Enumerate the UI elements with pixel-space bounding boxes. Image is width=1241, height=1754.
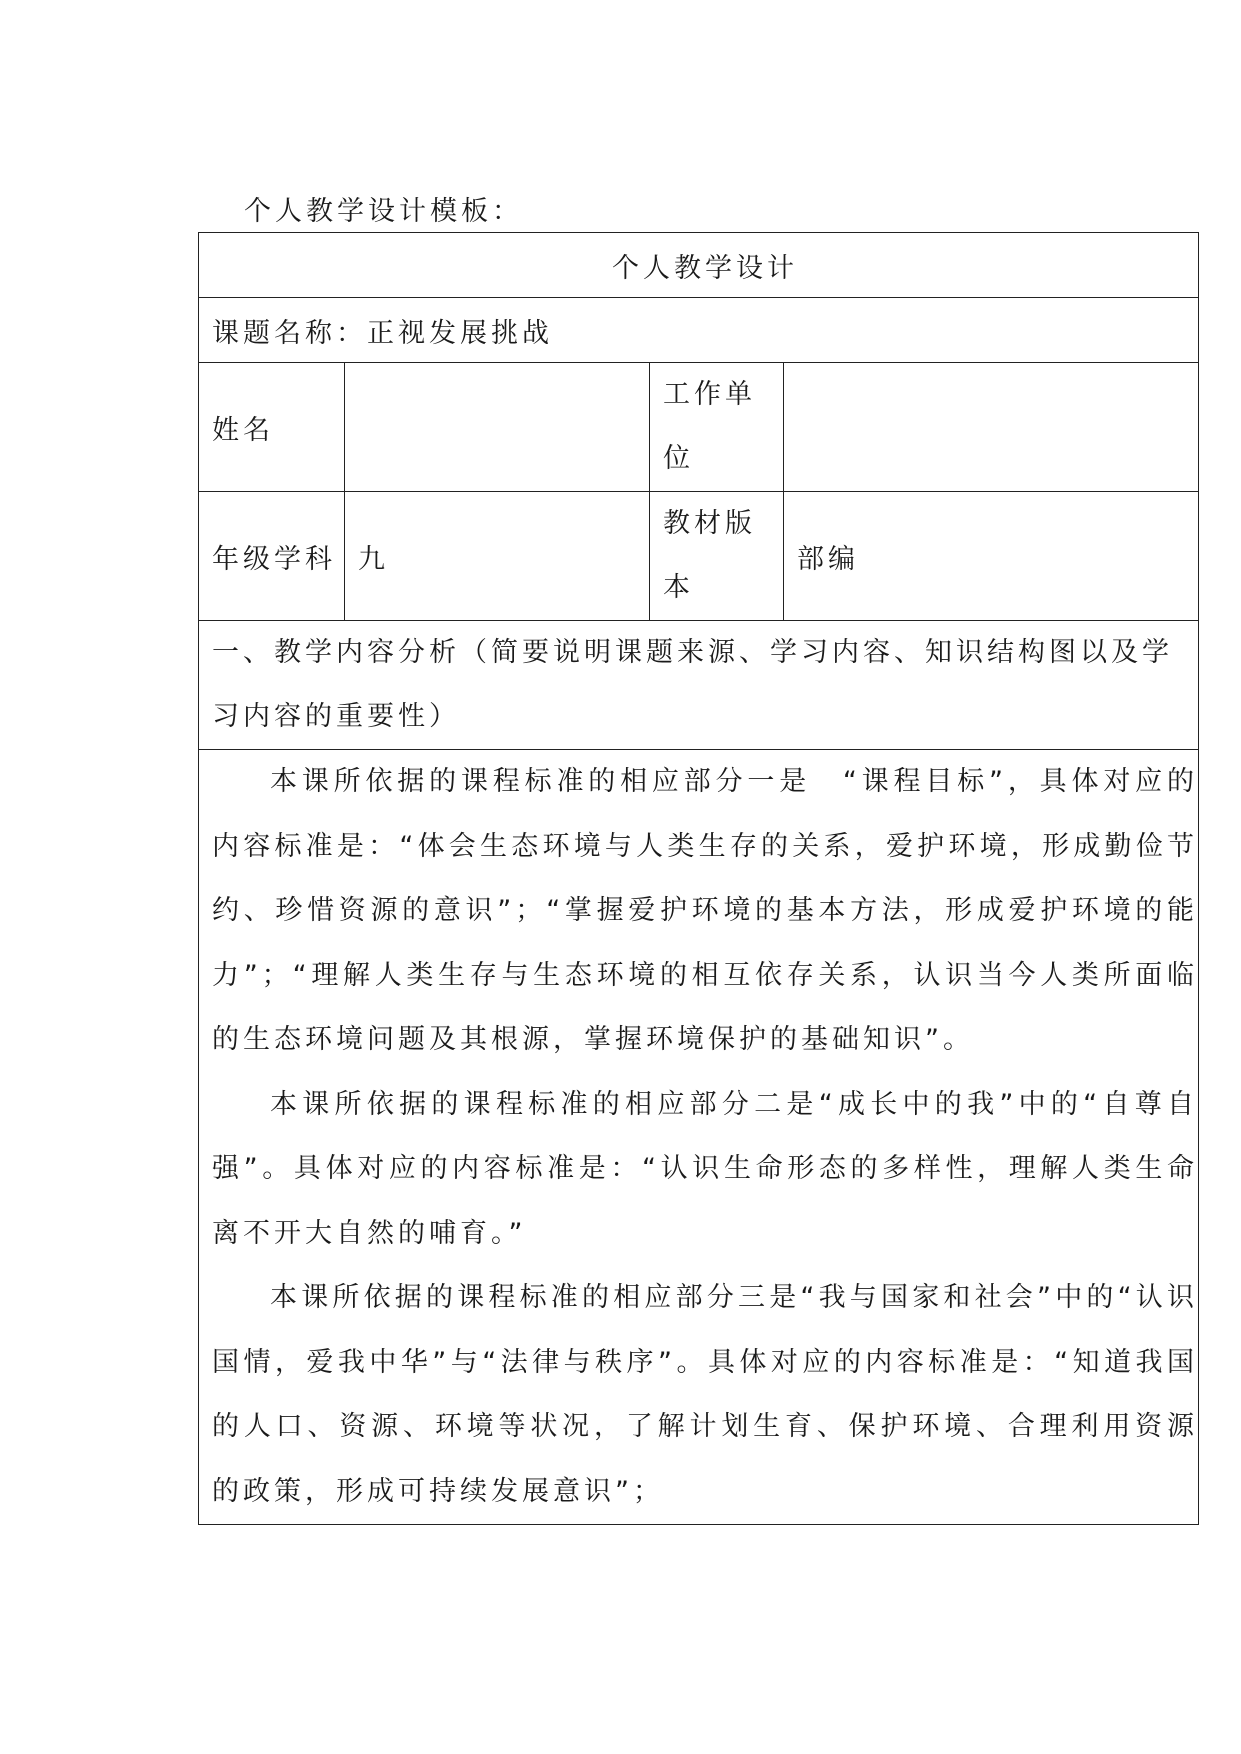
table-title: 个人教学设计: [199, 233, 1199, 298]
name-label: 姓名: [199, 363, 345, 492]
document-heading: 个人教学设计模板：: [244, 196, 523, 227]
teaching-design-table: [198, 232, 1199, 1525]
paragraph-2: 本课所依据的课程标准的相应部分二是“成长中的我”中的“自尊自强”。具体对应的内容标准是：“认识生命形态的多样性，理解人类生命离不开大自然的哺育。”: [212, 1088, 1198, 1249]
paragraph-1: 本课所依据的课程标准的相应部分一是 “课程目标”，具体对应的内容标准是：“体会生态环境与人类生存的关系，爱护环境，形成勤俭节约、珍惜资源的意识”；“掌握爱护环境的基本方法，形成爱护环境的能力”；“理解人类生存与生态环境的相互依存关系，认识当今人类所面临的生态环境问题及其根源，掌握环境保护的基础知识”。: [212, 766, 1198, 1055]
textbook-edition-label: 教材版本: [650, 492, 784, 621]
grade-subject-value[interactable]: 九: [345, 492, 650, 621]
topic-cell: [199, 298, 1199, 363]
paragraph-3: 本课所依据的课程标准的相应部分三是“我与国家和社会”中的“认识国情，爱我中华”与“法律与秩序”。具体对应的内容标准是：“知道我国的人口、资源、环境等状况，了解计划生育、保护环境、合理利用资源的政策，形成可持续发展意识”；: [212, 1282, 1198, 1507]
section-heading-row: [199, 621, 1199, 750]
name-value[interactable]: [345, 363, 650, 492]
content-analysis-row: [199, 750, 1199, 1525]
grade-subject-label: 年级学科: [199, 492, 345, 621]
work-unit-value[interactable]: [784, 363, 1199, 492]
topic-value: 正视发展挑战: [367, 317, 553, 349]
content-analysis-cell: [199, 750, 1199, 1525]
textbook-edition-value[interactable]: 部编: [784, 492, 1199, 621]
topic-label: 课题名称：: [212, 317, 367, 349]
name-row: [199, 363, 1199, 492]
table-title-row: [199, 233, 1199, 298]
topic-row: [199, 298, 1199, 363]
grade-row: [199, 492, 1199, 621]
work-unit-label: 工作单位: [650, 363, 784, 492]
section-heading: 一、教学内容分析（简要说明课题来源、学习内容、知识结构图以及学习内容的重要性）: [199, 621, 1199, 750]
